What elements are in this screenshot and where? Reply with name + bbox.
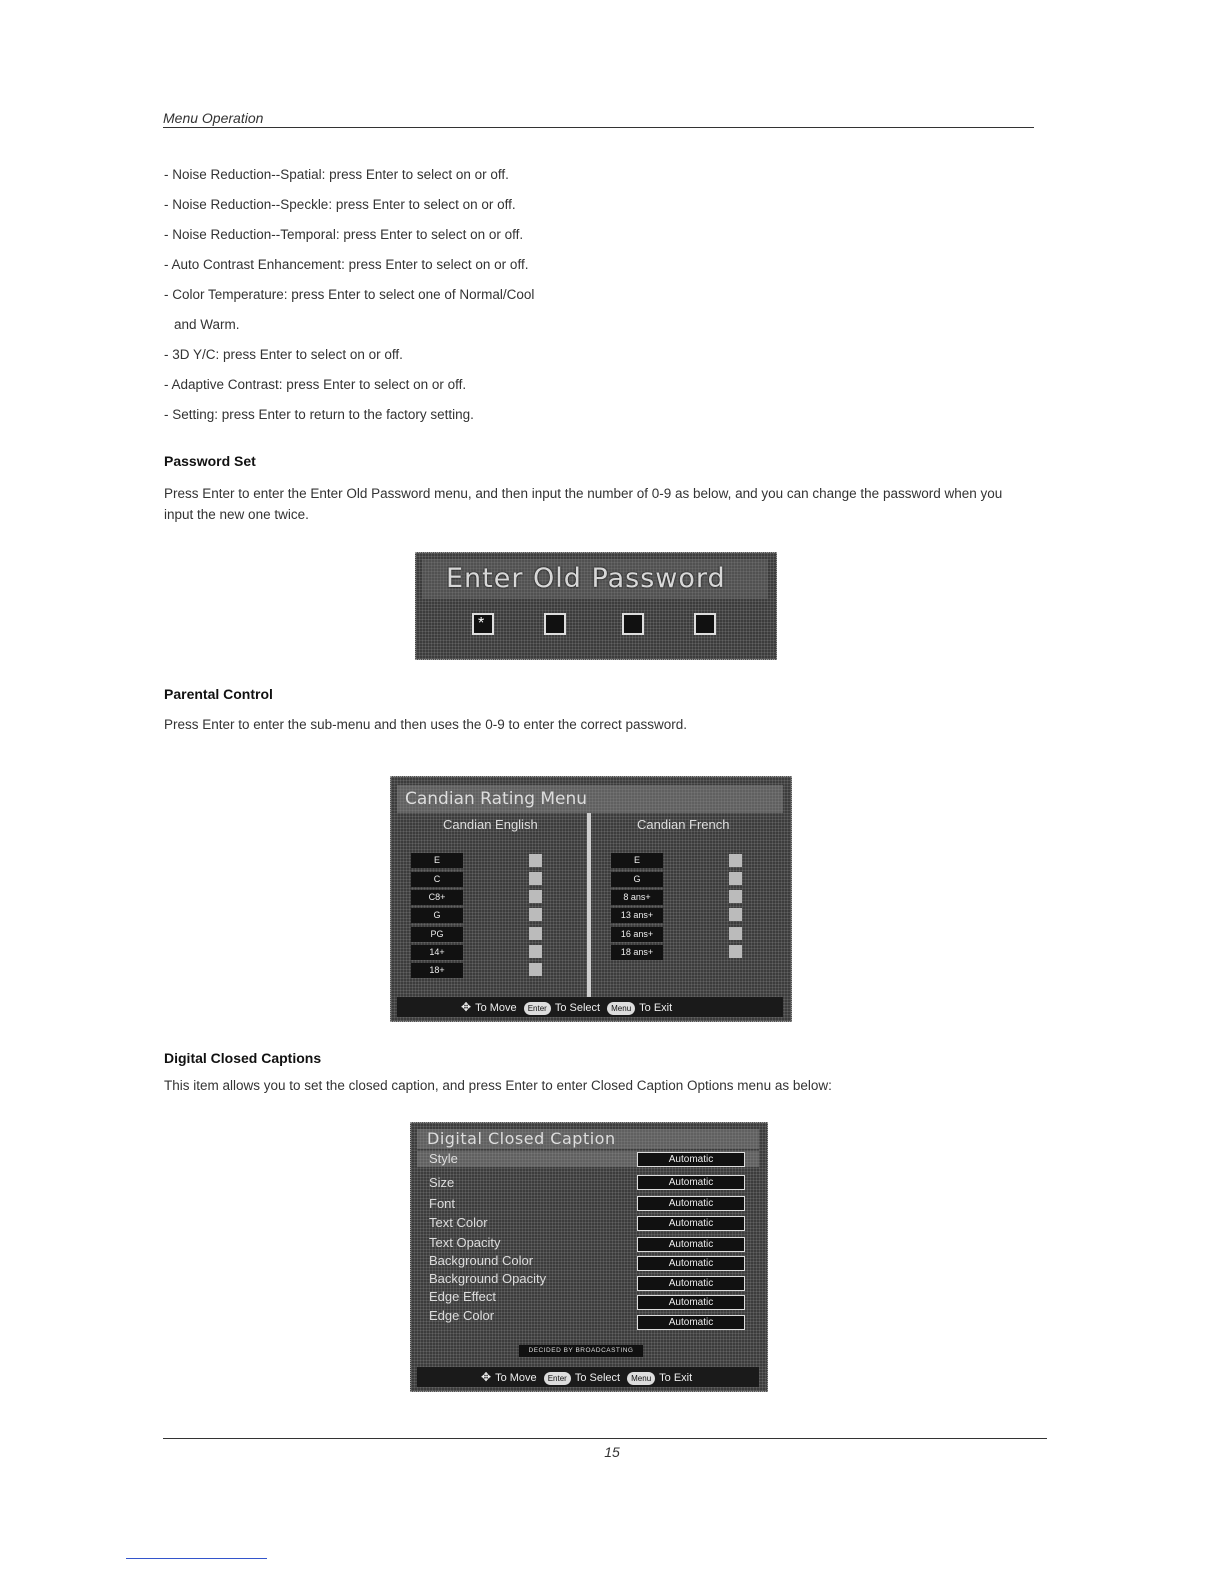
page-number: 15 — [604, 1444, 620, 1460]
password-set-text: Press Enter to enter the Enter Old Password menu, and then input the number of 0-9 as below, and you can change the password when you input the new one twice. — [164, 486, 1003, 522]
cc-edge-effect-value[interactable]: Automatic — [637, 1295, 745, 1310]
rating-item-fr-g[interactable]: G — [611, 872, 663, 887]
hint-move: To Move — [475, 1002, 517, 1014]
menu-hint-bar — [397, 997, 783, 1017]
rating-item-14[interactable]: 14+ — [411, 945, 463, 960]
digital-cc-heading: Digital Closed Captions — [164, 1050, 322, 1066]
cc-edge-color-label: Edge Color — [429, 1308, 495, 1323]
rating-item-fr-18[interactable]: 18 ans+ — [611, 945, 663, 960]
menu-key-icon: Menu — [627, 1372, 655, 1385]
rating-lock-checkbox[interactable] — [529, 890, 542, 903]
menu-title: Digital Closed Caption — [427, 1129, 616, 1148]
password-digit-box[interactable] — [544, 613, 566, 635]
cc-edge-effect-label: Edge Effect — [429, 1289, 496, 1304]
hint-exit: To Exit — [659, 1372, 693, 1384]
cc-text-color-label: Text Color — [429, 1215, 488, 1230]
bottom-blue-line — [126, 1558, 267, 1559]
rating-lock-checkbox[interactable] — [529, 908, 542, 921]
cc-background-opacity-value[interactable]: Automatic — [637, 1276, 745, 1291]
cc-background-color-label: Background Color — [429, 1253, 534, 1268]
cc-edge-color-value[interactable]: Automatic — [637, 1315, 745, 1330]
rating-lock-checkbox[interactable] — [529, 963, 542, 976]
rating-item-c8[interactable]: C8+ — [411, 890, 463, 905]
footer-rule — [163, 1438, 1047, 1439]
password-digit-box[interactable] — [472, 613, 494, 635]
hint-move: To Move — [495, 1372, 537, 1384]
rating-menu — [390, 776, 792, 1022]
cc-background-color-value[interactable]: Automatic — [637, 1256, 745, 1271]
rating-lock-checkbox[interactable] — [529, 945, 542, 958]
rating-item-g[interactable]: G — [411, 908, 463, 923]
header-title: Menu Operation — [163, 110, 264, 126]
cc-size-label: Size — [429, 1175, 455, 1190]
cc-style-label: Style — [429, 1151, 458, 1166]
move-arrows-icon: ✥ — [461, 1000, 472, 1014]
rating-lock-checkbox[interactable] — [729, 927, 742, 940]
rating-lock-checkbox[interactable] — [529, 872, 542, 885]
rating-lock-checkbox[interactable] — [729, 872, 742, 885]
rating-lock-checkbox[interactable] — [529, 854, 542, 867]
rating-item-pg[interactable]: PG — [411, 927, 463, 942]
cc-size-value[interactable]: Automatic — [637, 1175, 745, 1190]
bullet-item: - Color Temperature: press Enter to select one of Normal/Cool — [164, 287, 535, 302]
header-rule — [163, 127, 1034, 128]
rating-item-fr-13[interactable]: 13 ans+ — [611, 908, 663, 923]
column-divider — [587, 813, 591, 999]
rating-item-c[interactable]: C — [411, 872, 463, 887]
bullet-item: - Auto Contrast Enhancement: press Enter to select on or off. — [164, 257, 529, 272]
french-column-header: Candian French — [637, 817, 730, 832]
enter-old-password-menu — [415, 552, 777, 660]
rating-lock-checkbox[interactable] — [729, 945, 742, 958]
cc-font-label: Font — [429, 1196, 456, 1211]
bullet-item: - Noise Reduction--Speckle: press Enter to select on or off. — [164, 197, 516, 212]
parental-control-heading: Parental Control — [164, 686, 273, 702]
menu-key-icon: Menu — [607, 1002, 635, 1015]
password-set-heading: Password Set — [164, 453, 256, 469]
bullet-item: - Noise Reduction--Temporal: press Enter to select on or off. — [164, 227, 524, 242]
bullet-item: - Setting: press Enter to return to the factory setting. — [164, 407, 474, 422]
enter-key-icon: Enter — [524, 1002, 551, 1015]
bullet-item: - Noise Reduction--Spatial: press Enter to select on or off. — [164, 167, 509, 182]
rating-lock-checkbox[interactable] — [729, 908, 742, 921]
cc-text-color-value[interactable]: Automatic — [637, 1216, 745, 1231]
parental-control-text: Press Enter to enter the sub-menu and then uses the 0-9 to enter the correct password. — [164, 717, 688, 732]
menu-title: Candian Rating Menu — [405, 789, 588, 809]
hint-select: To Select — [574, 1372, 621, 1384]
rating-item-e[interactable]: E — [411, 853, 463, 868]
bullet-item: - Adaptive Contrast: press Enter to select on or off. — [164, 377, 467, 392]
menu-hint-bar — [417, 1367, 759, 1387]
cc-style-value[interactable]: Automatic — [637, 1152, 745, 1167]
cc-text-opacity-label: Text Opacity — [429, 1235, 501, 1250]
password-digit-box[interactable] — [694, 613, 716, 635]
rating-lock-checkbox[interactable] — [529, 927, 542, 940]
rating-item-fr-e[interactable]: E — [611, 853, 663, 868]
bullet-item: - 3D Y/C: press Enter to select on or off. — [164, 347, 403, 362]
hint-select: To Select — [554, 1002, 601, 1014]
hint-exit: To Exit — [639, 1002, 673, 1014]
menu-title: Enter Old Password — [446, 563, 726, 594]
rating-lock-checkbox[interactable] — [729, 890, 742, 903]
enter-key-icon: Enter — [544, 1372, 571, 1385]
english-column-header: Candian English — [443, 817, 538, 832]
rating-item-18[interactable]: 18+ — [411, 963, 463, 978]
rating-item-fr-8[interactable]: 8 ans+ — [611, 890, 663, 905]
cc-font-value[interactable]: Automatic — [637, 1196, 745, 1211]
digital-closed-caption-menu — [410, 1122, 768, 1392]
cc-text-opacity-value[interactable]: Automatic — [637, 1237, 745, 1252]
rating-lock-checkbox[interactable] — [729, 854, 742, 867]
rating-item-fr-16[interactable]: 16 ans+ — [611, 927, 663, 942]
bullet-item-continued: and Warm. — [174, 317, 240, 332]
cc-background-opacity-label: Background Opacity — [429, 1271, 547, 1286]
bullet-list — [164, 160, 534, 430]
move-arrows-icon: ✥ — [481, 1370, 492, 1384]
decided-by-broadcasting-note: DECIDED BY BROADCASTING — [519, 1345, 643, 1357]
password-digit-box[interactable] — [622, 613, 644, 635]
digital-cc-text: This item allows you to set the closed caption, and press Enter to enter Closed Caption Options menu as below: — [164, 1078, 832, 1093]
